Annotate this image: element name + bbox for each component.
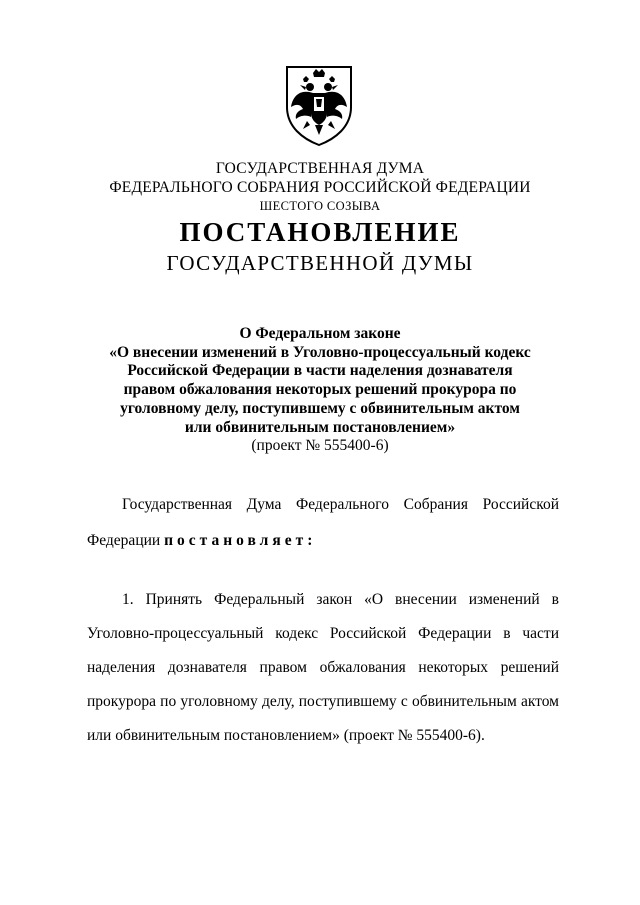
subject-line-4: правом обжалования некоторых решений прокурора по [123,381,517,399]
intro-text: Федерации [87,532,161,549]
resolves-verb: постановляет: [164,532,317,549]
org-line-1: ГОСУДАРСТВЕННАЯ ДУМА [215,160,425,177]
org-line-3: ШЕСТОГО СОЗЫВА [259,199,381,213]
project-number: (проект № 555400-6) [251,437,389,455]
intro-line-2 [87,523,559,559]
item1-line-2: Уголовно-процессуальный кодекс Российской Федерации в части [87,625,559,642]
item1-line-3: наделения дознавателя правом обжалования некоторых решений [87,659,559,676]
subject-line-3: Российской Федерации в части наделения дознавателя [127,362,513,380]
document-subject [0,325,640,456]
subject-line-5: уголовному делу, поступившему с обвинительным актом [120,399,520,417]
item1-line-4: прокурора по уголовному делу, поступившему с обвинительным актом [87,693,559,710]
org-line-2: ФЕДЕРАЛЬНОГО СОБРАНИЯ РОССИЙСКОЙ ФЕДЕРАЦИИ [109,179,531,196]
item1-line-1: 1. Принять Федеральный закон «О внесении изменений в [122,591,559,608]
document-title: ПОСТАНОВЛЕНИЕ [179,217,461,247]
coat-of-arms-icon [283,63,355,147]
subject-line-1: О Федеральном законе [239,325,401,342]
subject-line-2: «О внесении изменений в Уголовно-процессуальный кодекс [109,343,531,361]
item1-line-5: или обвинительным постановлением» (проект № 555400-6). [87,727,485,744]
issuing-body [0,159,640,216]
document-subtitle: ГОСУДАРСТВЕННОЙ ДУМЫ [166,251,474,275]
subject-line-6: или обвинительным постановлением» [184,418,456,436]
intro-line-1: Государственная Дума Федерального Собрания Российской [122,496,559,513]
